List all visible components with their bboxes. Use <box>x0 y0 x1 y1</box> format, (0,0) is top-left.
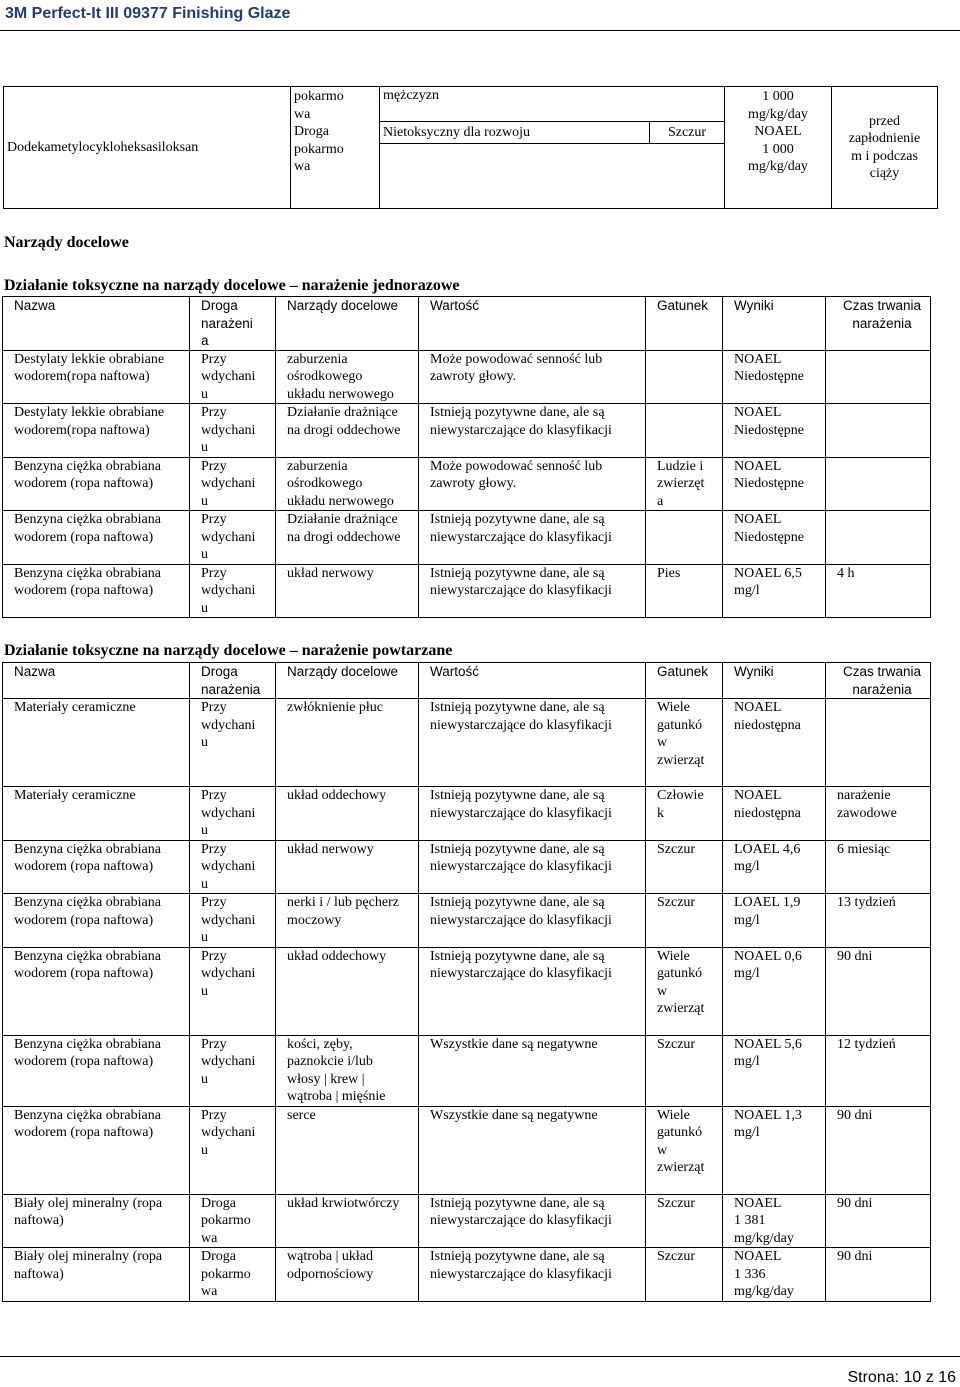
cell-species: Ludzie i zwierzęt a <box>646 457 723 511</box>
cell-route: Przy wdychani u <box>190 564 276 618</box>
cell-result: NOAEL niedostępna <box>723 787 826 841</box>
substance-name: Dodekametylocykloheksasiloksan <box>4 87 291 209</box>
cell-value: Wszystkie dane są negatywne <box>419 1035 646 1106</box>
table-row <box>3 840 931 894</box>
column-header: Droga narażenia <box>190 663 276 699</box>
footer-rule <box>0 1356 960 1357</box>
cell-target-organs: układ krwiotwórczy <box>276 1194 419 1248</box>
exposure-route: pokarmo wa Droga pokarmo wa <box>291 87 380 209</box>
table-row <box>3 1248 931 1302</box>
table-row <box>3 457 931 511</box>
cell-value: Istnieją pozytywne dane, ale są niewystarczające do klasyfikacji <box>419 1248 646 1302</box>
cell-result: NOAEL Niedostępne <box>723 457 826 511</box>
cell-species: Szczur <box>646 1035 723 1106</box>
cell-target-organs: układ nerwowy <box>276 840 419 894</box>
cell-name: Destylaty lekkie obrabiane wodorem(ropa naftowa) <box>3 350 190 404</box>
cell-result: NOAEL 0,6 mg/l <box>723 947 826 1035</box>
cell-value: Wszystkie dane są negatywne <box>419 1106 646 1194</box>
cell-route: Droga pokarmo wa <box>190 1194 276 1248</box>
result-value: 1 000 mg/kg/day NOAEL 1 000 mg/kg/day <box>725 87 832 209</box>
cell-duration: 90 dni <box>826 947 931 1035</box>
column-header: Wyniki <box>723 663 826 699</box>
cell-duration: 90 dni <box>826 1106 931 1194</box>
document-header <box>0 0 960 30</box>
column-header: Czas trwania narażenia <box>826 663 931 699</box>
cell-target-organs: kości, zęby, paznokcie i/lub włosy | krew | wątroba | mięśnie <box>276 1035 419 1106</box>
cell-value: Istnieją pozytywne dane, ale są niewystarczające do klasyfikacji <box>419 787 646 841</box>
cell-route: Przy wdychani u <box>190 457 276 511</box>
cell-value: Istnieją pozytywne dane, ale są niewystarczające do klasyfikacji <box>419 894 646 948</box>
cell-result: NOAEL niedostępna <box>723 699 826 787</box>
cell-species: Człowie k <box>646 787 723 841</box>
cell-value: Istnieją pozytywne dane, ale są niewystarczające do klasyfikacji <box>419 404 646 458</box>
cell-route: Przy wdychani u <box>190 787 276 841</box>
cell-species: Wiele gatunkó w zwierząt <box>646 947 723 1035</box>
cell-result: NOAEL 1,3 mg/l <box>723 1106 826 1194</box>
cell-route: Przy wdychani u <box>190 404 276 458</box>
cell-value: Istnieją pozytywne dane, ale są niewystarczające do klasyfikacji <box>419 511 646 565</box>
table-row <box>3 894 931 948</box>
table-row <box>3 1194 931 1248</box>
table-row <box>3 511 931 565</box>
cell-target-organs: układ oddechowy <box>276 947 419 1035</box>
table-header-row <box>3 663 931 699</box>
cell-species <box>646 404 723 458</box>
cell-duration <box>826 404 931 458</box>
cell-name: Benzyna ciężka obrabiana wodorem (ropa naftowa) <box>3 457 190 511</box>
cell-result: LOAEL 4,6 mg/l <box>723 840 826 894</box>
cell-duration: 90 dni <box>826 1248 931 1302</box>
cell-result: NOAEL 1 381 mg/kg/day <box>723 1194 826 1248</box>
cell-duration <box>826 457 931 511</box>
cell-name: Benzyna ciężka obrabiana wodorem (ropa naftowa) <box>3 1035 190 1106</box>
cell-value: Istnieją pozytywne dane, ale są niewystarczające do klasyfikacji <box>419 564 646 618</box>
column-header: Nazwa <box>3 663 190 699</box>
table-row <box>3 350 931 404</box>
cell-species <box>646 350 723 404</box>
cell-species: Wiele gatunkó w zwierząt <box>646 699 723 787</box>
table-row <box>3 947 931 1035</box>
cell-duration: 13 tydzień <box>826 894 931 948</box>
cell-target-organs: układ nerwowy <box>276 564 419 618</box>
cell-species <box>646 511 723 565</box>
cell-name: Materiały ceramiczne <box>3 787 190 841</box>
effect-text: mężczyzn <box>380 87 725 122</box>
section-title: Narządy docelowe <box>4 234 129 251</box>
cell-duration: 12 tydzień <box>826 1035 931 1106</box>
cell-route: Przy wdychani u <box>190 894 276 948</box>
cell-name: Biały olej mineralny (ropa naftowa) <box>3 1194 190 1248</box>
cell-species: Szczur <box>646 1248 723 1302</box>
table-row <box>3 1106 931 1194</box>
column-header: Droga narażeni a <box>190 297 276 351</box>
cell-duration <box>826 699 931 787</box>
cell-result: LOAEL 1,9 mg/l <box>723 894 826 948</box>
species: Szczur <box>650 122 725 144</box>
cell-target-organs: nerki i / lub pęcherz moczowy <box>276 894 419 948</box>
top-continuation-table <box>3 86 938 209</box>
cell-result: NOAEL 5,6 mg/l <box>723 1035 826 1106</box>
header-rule <box>0 30 960 31</box>
cell-target-organs: zaburzenia ośrodkowego układu nerwowego <box>276 350 419 404</box>
table-row <box>3 564 931 618</box>
cell-species: Szczur <box>646 894 723 948</box>
cell-result: NOAEL Niedostępne <box>723 511 826 565</box>
cell-name: Biały olej mineralny (ropa naftowa) <box>3 1248 190 1302</box>
cell-value: Może powodować senność lub zawroty głowy. <box>419 350 646 404</box>
cell-route: Droga pokarmo wa <box>190 1248 276 1302</box>
table-row <box>3 699 931 787</box>
cell-name: Destylaty lekkie obrabiane wodorem(ropa naftowa) <box>3 404 190 458</box>
cell-name: Benzyna ciężka obrabiana wodorem (ropa naftowa) <box>3 511 190 565</box>
cell-target-organs: Działanie drażniące na drogi oddechowe <box>276 404 419 458</box>
cell-target-organs: układ oddechowy <box>276 787 419 841</box>
cell-target-organs: wątroba | układ odpornościowy <box>276 1248 419 1302</box>
column-header: Narządy docelowe <box>276 297 419 351</box>
cell-route: Przy wdychani u <box>190 1106 276 1194</box>
column-header: Wartość <box>419 663 646 699</box>
cell-duration: 90 dni <box>826 1194 931 1248</box>
cell-result: NOAEL 1 336 mg/kg/day <box>723 1248 826 1302</box>
exposure-duration: przed zapłodnienie m i podczas ciąży <box>832 87 938 209</box>
cell-value: Istnieją pozytywne dane, ale są niewystarczające do klasyfikacji <box>419 947 646 1035</box>
cell-name: Benzyna ciężka obrabiana wodorem (ropa naftowa) <box>3 564 190 618</box>
column-header: Wyniki <box>723 297 826 351</box>
cell-route: Przy wdychani u <box>190 947 276 1035</box>
toxicity-text: Nietoksyczny dla rozwoju <box>380 122 650 144</box>
cell-species: Wiele gatunkó w zwierząt <box>646 1106 723 1194</box>
cell-result: NOAEL Niedostępne <box>723 350 826 404</box>
cell-result: NOAEL Niedostępne <box>723 404 826 458</box>
cell-species: Szczur <box>646 1194 723 1248</box>
cell-name: Benzyna ciężka obrabiana wodorem (ropa naftowa) <box>3 947 190 1035</box>
cell-duration: narażenie zawodowe <box>826 787 931 841</box>
cell-value: Istnieją pozytywne dane, ale są niewystarczające do klasyfikacji <box>419 840 646 894</box>
cell-name: Benzyna ciężka obrabiana wodorem (ropa naftowa) <box>3 894 190 948</box>
cell-route: Przy wdychani u <box>190 350 276 404</box>
cell-route: Przy wdychani u <box>190 840 276 894</box>
column-header: Gatunek <box>646 297 723 351</box>
table-row <box>3 1035 931 1106</box>
single-exposure-table <box>2 296 931 618</box>
cell-species: Szczur <box>646 840 723 894</box>
single-exposure-title: Działanie toksyczne na narządy docelowe – narażenie jednorazowe <box>4 277 460 294</box>
cell-duration: 4 h <box>826 564 931 618</box>
cell-route: Przy wdychani u <box>190 1035 276 1106</box>
cell-target-organs: serce <box>276 1106 419 1194</box>
cell-target-organs: zaburzenia ośrodkowego układu nerwowego <box>276 457 419 511</box>
column-header: Czas trwania narażenia <box>826 297 931 351</box>
cell-route: Przy wdychani u <box>190 511 276 565</box>
table-row <box>3 404 931 458</box>
cell-target-organs: zwłóknienie płuc <box>276 699 419 787</box>
cell-name: Benzyna ciężka obrabiana wodorem (ropa naftowa) <box>3 840 190 894</box>
document-title: 3M Perfect-It III 09377 Finishing Glaze <box>5 5 291 22</box>
repeated-exposure-title: Działanie toksyczne na narządy docelowe – narażenie powtarzane <box>4 642 453 659</box>
cell-value: Istnieją pozytywne dane, ale są niewystarczające do klasyfikacji <box>419 699 646 787</box>
column-header: Gatunek <box>646 663 723 699</box>
cell-name: Materiały ceramiczne <box>3 699 190 787</box>
page-number: Strona: 10 z 16 <box>847 1369 956 1386</box>
column-header: Narządy docelowe <box>276 663 419 699</box>
cell-target-organs: Działanie drażniące na drogi oddechowe <box>276 511 419 565</box>
cell-species: Pies <box>646 564 723 618</box>
cell-duration: 6 miesiąc <box>826 840 931 894</box>
column-header: Nazwa <box>3 297 190 351</box>
table-row <box>3 787 931 841</box>
cell-duration <box>826 350 931 404</box>
cell-route: Przy wdychani u <box>190 699 276 787</box>
cell-duration <box>826 511 931 565</box>
cell-value: Istnieją pozytywne dane, ale są niewystarczające do klasyfikacji <box>419 1194 646 1248</box>
cell-result: NOAEL 6,5 mg/l <box>723 564 826 618</box>
cell-name: Benzyna ciężka obrabiana wodorem (ropa naftowa) <box>3 1106 190 1194</box>
cell-value: Może powodować senność lub zawroty głowy. <box>419 457 646 511</box>
column-header: Wartość <box>419 297 646 351</box>
repeated-exposure-table <box>2 662 931 1302</box>
table-header-row <box>3 297 931 351</box>
